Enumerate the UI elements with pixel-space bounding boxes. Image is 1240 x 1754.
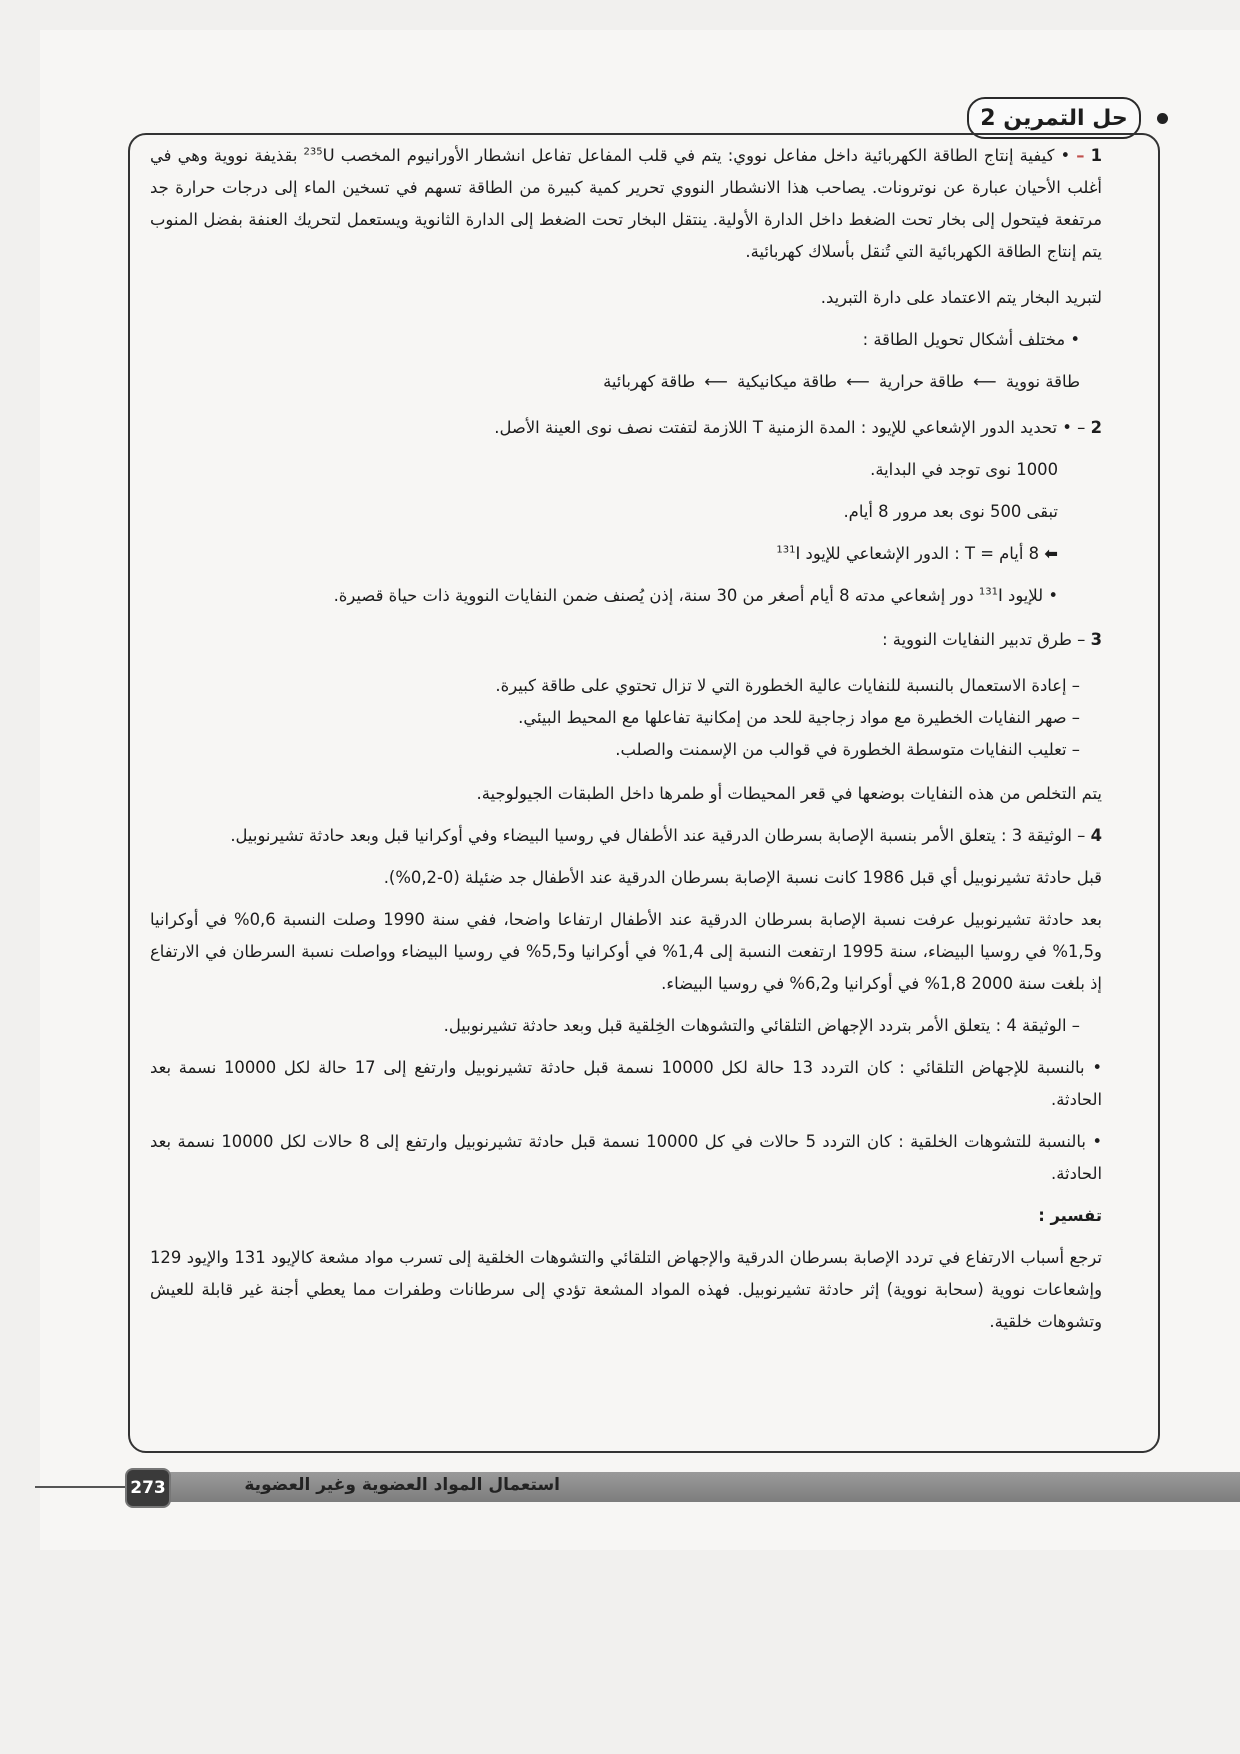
q1-body: بقذيفة نووية وهي في أغلب الأحيان عبارة عن نوترونات. يصاحب هذا الانشطار النووي تحرير كمية كبيرة من الطاقة تسهم في تسخين الماء إلى درجات حرارة جد مرتفعة فيتحول إلى بخار تحت الضغط داخل الدارة الأولية. ينتقل البخار تحت الضغط إلى الدارة الثانوية ويستعمل لتحريك العنفة بفضل المنوب يتم إنتاج الطاقة الكهربائية التي تُنقل بأسلاك كهربائية. [150,146,1102,261]
q1-isotope-symbol: U [322,146,335,165]
q2-conclusion [150,580,1102,612]
q3-list [150,670,1102,766]
list-item: – إعادة الاستعمال بالنسبة للنفايات عالية الخطورة التي لا تزال تحتوي على طاقة كبيرة. [495,676,1080,695]
q2-start: 1000 نوى توجد في البداية. [870,460,1058,479]
q1-cooling: لتبريد البخار يتم الاعتماد على دارة التبريد. [820,288,1102,307]
q2-number: 2 [1090,418,1102,437]
chain-step: طاقة نووية [1005,372,1080,391]
chapter-title: استعمال المواد العضوية وغير العضوية [244,1475,560,1495]
q3-title: طرق تدبير النفايات النووية : [882,630,1072,649]
q2-after: تبقى 500 نوى بعد مرور 8 أيام. [843,502,1058,521]
q1-number: 1 [1090,146,1102,165]
q4-after: بعد حادثة تشيرنوبيل عرفت نسبة الإصابة بسرطان الدرقية عند الأطفال ارتفاعا واضحا، ففي سنة 1990 وصلت النسبة 0,6% في أوكرانيا و1,5% في روسيا البيضاء، سنة 1995 ارتفعت النسبة إلى 1,4% في أوكرانيا و5,5% في روسيا البيضاء وواصلت نسبة السرطان في الارتفاع إذ بلغت سنة 2000 1,8% في أوكرانيا و6,2% في روسيا البيضاء. [150,910,1102,993]
q4-interpretation-title: تفسير : [1038,1206,1102,1225]
chain-step: طاقة ميكانيكية [737,372,838,391]
energy-chain [150,366,1102,398]
list-item: – صهر النفايات الخطيرة مع مواد زجاجية للحد من إمكانية تفاعلها مع المحيط البيئي. [518,708,1080,727]
q2-definition: • تحديد الدور الإشعاعي للإيود : المدة الزمنية T اللازمة لتفتت نصف نوى العينة الأصل. [494,418,1072,437]
arrow-right-bold-icon: ⬅ [1044,544,1058,563]
chain-step: طاقة كهربائية [603,372,696,391]
q2-conclusion-symbol: I [997,586,1003,605]
q1-forms-title: • مختلف أشكال تحويل الطاقة : [862,330,1080,349]
page-number: 273 [125,1468,171,1508]
arrow-left-icon: ⟵ [704,372,728,391]
q3-number: 3 [1090,630,1102,649]
q4-malformations: • بالنسبة للتشوهات الخلقية : كان التردد 5 حالات في كل 10000 نسمة قبل حادثة تشيرنوبيل وارتفع إلى 8 حالات لكل 10000 نسمة بعد الحادثة. [150,1132,1102,1183]
chain-step: طاقة حرارية [879,372,964,391]
q2-result-text: 8 أيام = T : الدور الإشعاعي للإيود [805,544,1040,563]
solution-content [150,140,1102,1348]
q2-conclusion-mass: 131 [978,586,998,598]
q4-doc3: – الوثيقة 3 : يتعلق الأمر بنسبة الإصابة بسرطان الدرقية عند الأطفال في روسيا البيضاء وفي أوكرانيا قبل وبعد حادثة تشيرنوبيل. [230,826,1086,845]
q4-interpretation: ترجع أسباب الارتفاع في تردد الإصابة بسرطان الدرقية والإجهاض التلقائي والتشوهات الخلقية إلى تسرب مواد مشعة كالإيود 131 والإيود 129 وإشعاعات نووية (سحابة نووية) إثر حادثة تشيرنوبيل. فهذه المواد المشعة تؤدي إلى سرطانات وطفرات مما يعطي أجنة غير قابلة للعيش وتشوهات خلقية. [150,1248,1102,1331]
q4-abortion: • بالنسبة للإجهاض التلقائي : كان التردد 13 حالة لكل 10000 نسمة قبل حادثة تشيرنوبيل وارتفع إلى 17 حالة لكل 10000 نسمة بعد الحادثة. [150,1058,1102,1109]
q2-result [150,538,1102,570]
q2-definition-line: 2 – • تحديد الدور الإشعاعي للإيود : المدة الزمنية T اللازمة لتفتت نصف نوى العينة الأصل. [494,418,1102,437]
q2-conclusion-rest: دور إشعاعي مدته 8 أيام أصغر من 30 سنة، إذن يُصنف ضمن النفايات النووية ذات حياة قصيرة. [333,586,974,605]
exercise-title: حل التمرين 2 [967,97,1141,139]
q4-before: قبل حادثة تشيرنوبيل أي قبل 1986 كانت نسبة الإصابة بسرطان الدرقية عند الأطفال جد ضئيلة (0-0,2%). [383,868,1102,887]
q3-title-line: 3 – طرق تدبير النفايات النووية : [882,630,1102,649]
q2-conclusion-prefix: • للإيود [1008,586,1058,605]
q4-number: 4 [1090,826,1102,845]
footer-bar [170,1472,1240,1502]
q4-doc3-line [150,820,1102,852]
q1-intro: • كيفية إنتاج الطاقة الكهربائية داخل مفاعل نووي: يتم في قلب المفاعل تفاعل انشطار الأورانيوم المخصب [340,146,1071,165]
arrow-left-icon: ⟵ [973,372,997,391]
q4-doc4: – الوثيقة 4 : يتعلق الأمر بتردد الإجهاض التلقائي والتشوهات الخِلقية قبل وبعد حادثة تشيرنوبيل. [443,1016,1080,1035]
q1-isotope-mass: 235 [303,146,323,158]
list-item: – تعليب النفايات متوسطة الخطورة في قوالب من الإسمنت والصلب. [615,740,1080,759]
arrow-left-icon: ⟵ [846,372,870,391]
bullet-dot-icon [1157,113,1168,124]
footer-rule [35,1486,127,1488]
q1-paragraph: 1 – • كيفية إنتاج الطاقة الكهربائية داخل مفاعل نووي: يتم في قلب المفاعل تفاعل انشطار الأورانيوم المخصب $^{235}$U بقذيفة نووية وهي في أغلب الأحيان عبارة عن نوترونات. يصاحب هذا الانشطار النووي تحرير كمية كبيرة من الطاقة تسهم في تسخين الماء إلى درجات حرارة جد مرتفعة فيتحول إلى بخار تحت الضغط داخل الدارة الأولية. ينتقل البخار تحت الضغط إلى الدارة الثانوية ويستعمل لتحريك العنفة بفضل المنوب يتم إنتاج الطاقة الكهربائية التي تُنقل بأسلاك كهربائية. [150,146,1102,261]
q2-iodine-mass: 131 [776,544,796,556]
q2-iodine-symbol: I [795,544,801,563]
q3-disposal: يتم التخلص من هذه النفايات بوضعها في قعر المحيطات أو طمرها داخل الطبقات الجيولوجية. [476,784,1102,803]
